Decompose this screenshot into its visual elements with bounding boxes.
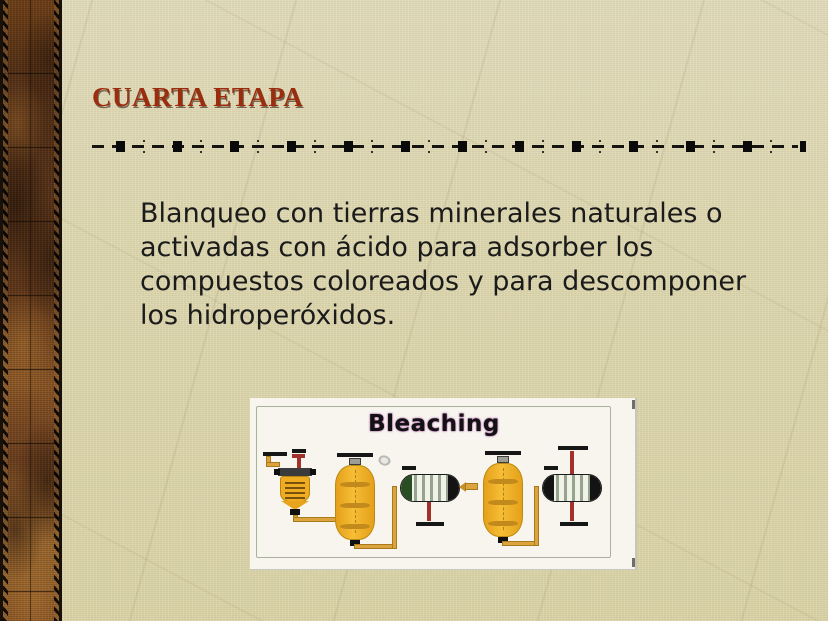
agitator-blade: [488, 479, 518, 484]
body-line: activadas con ácido para adsorber los: [140, 232, 654, 263]
agitator-blade: [340, 482, 370, 487]
scan-edge-tick: [632, 558, 635, 567]
pipe: [392, 486, 397, 549]
strip-stitch-left: [3, 0, 8, 621]
strip-stitch-right: [54, 0, 59, 621]
agitator-blade: [340, 503, 370, 508]
label-bar: [337, 453, 373, 457]
pipe: [354, 544, 397, 549]
red-pipe: [570, 502, 574, 521]
label-bar: [558, 446, 588, 450]
body-paragraph: [140, 197, 746, 333]
label-bar: [292, 449, 306, 453]
agitator-blade: [340, 524, 370, 529]
tank-body: [483, 463, 523, 537]
label-bar: [416, 522, 444, 526]
pipe: [266, 462, 280, 467]
pipe: [534, 486, 539, 546]
red-pipe: [570, 451, 574, 474]
red-pipe: [427, 502, 431, 521]
dashed-divider: [92, 140, 806, 153]
valve-stem: [297, 458, 301, 468]
strip-grid-lines: [3, 0, 59, 621]
label-bar: [485, 451, 521, 455]
body-line: Blanqueo con tierras minerales naturales o: [140, 198, 723, 229]
filter-end-cap: [543, 475, 554, 501]
slide-title: CUARTA ETAPA: [92, 82, 304, 112]
mixer-coil: [285, 480, 305, 499]
tank-fitting: [349, 458, 361, 465]
scan-edge-tick: [632, 400, 635, 409]
label-bar: [544, 466, 558, 470]
label-bar: [560, 522, 588, 526]
bleaching-diagram-image: [250, 398, 637, 570]
decorative-border-strip: [0, 0, 62, 621]
pipe: [465, 483, 478, 490]
agitator-blade: [488, 521, 518, 526]
mixer-stub: [274, 469, 280, 475]
filter-body: [400, 474, 460, 502]
filter-body: [542, 474, 602, 502]
label-bar: [402, 466, 416, 470]
diagram-title: Bleaching: [368, 411, 500, 437]
pipe: [293, 517, 336, 522]
tank-fitting: [497, 456, 509, 463]
mixer-stub: [310, 469, 316, 475]
body-line: compuestos coloreados y para descomponer: [140, 266, 747, 297]
body-line: los hidroperóxidos.: [140, 300, 396, 331]
agitator-blade: [488, 500, 518, 505]
filter-end-cap: [401, 475, 412, 501]
tank-body: [335, 465, 375, 540]
mixer-lid: [278, 468, 312, 476]
